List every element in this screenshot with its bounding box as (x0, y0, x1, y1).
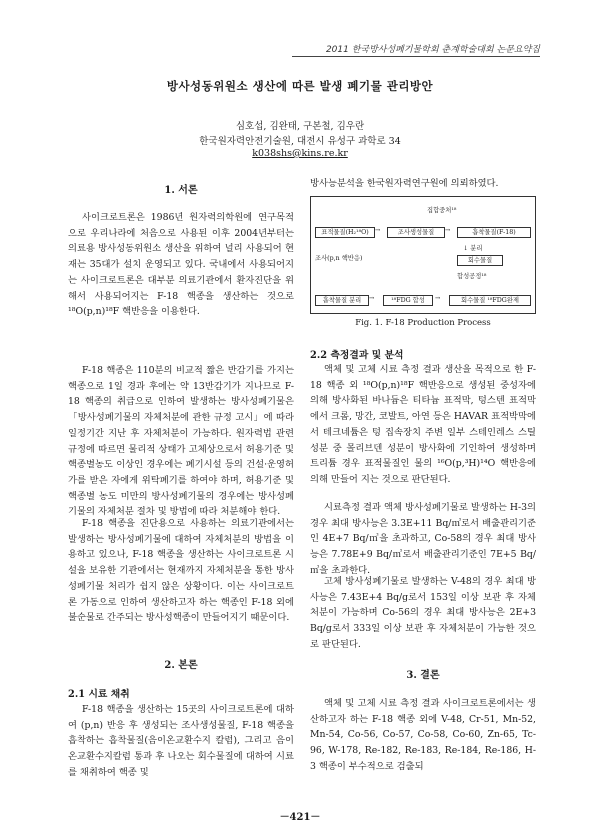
beam-label: 조사(p,n 핵반응) (315, 255, 363, 262)
header-rule (292, 56, 540, 57)
box-separation: 흡착물질 분리 (315, 295, 369, 306)
section-1-para-2: F-18 핵종은 110분의 비교적 짧은 반감기를 가지는 핵종으로 1일 경과 후에는 약 13반감기가 지나므로 F-18 핵종의 취급으로 인하여 발생하는 방사성폐기물은 「방사성폐기물의 자체처분에 관한 규정 고시」에 따라 일정기간 지난 후 자체처분이 가능하다. 원자력법 관련 규정에 따르면 물리적 상태가 고체상으로서 허용기준 및 핵종별농도 이상인 경우에는 폐기시설 등의 건설·운영허가를 받은 자에게 위탁폐기를 하여야 하며, 허용기준 및 핵종별 농도 미만의 방사성폐기물의 경우에는 방사성폐기물의 자체처분 절차 및 방법에 따라 처분해야 한다. (68, 365, 294, 518)
section-1-heading: 1. 서론 (164, 185, 198, 196)
separation-text: 분리 (470, 245, 483, 252)
paper-title: 방사성동위원소 생산에 따른 발생 폐기물 관리방안 (166, 79, 434, 93)
page-number: －421－ (279, 812, 321, 823)
right-column-continuation: 방사능분석을 한국원자력연구원에 의뢰하였다. (310, 178, 499, 189)
section-1-para-3: F-18 핵종을 진단용으로 사용하는 의료기관에서는 발생하는 방사성폐기물에 대하여 자체처분의 방법을 이용하고 있으나, F-18 핵종을 생산하는 사이크로트론 시설을 보유한 기관에서는 현재까지 자체처분을 통한 방사성폐기물 처리가 쉽지 않은 상황이다. 이는 사이크로트론 가동으로 인하여 생산하고자 하는 핵종인 F-18 외에 불순물로 간주되는 방사성핵종이 만들어지기 때문이다. (68, 518, 294, 624)
arrow-2: → (445, 227, 451, 234)
box-irradiated-material: 조사생성물질 (387, 227, 445, 238)
section-3-text: 액체 및 고체 시료 측정 결과 사이크로트론에서는 생산하고자 하는 F-18 핵종 외에 V-48, Cr-51, Mn-52, Mn-54, Co-56, Co-57, Co-58, Co-60, Zn-65, Tc-96, W-178, Re-182, Re-183, Re-184, Re-186, H-3 핵종이 부수적으로 검출되 (310, 698, 536, 772)
authors: 심호섭, 김완태, 구본철, 김우란 (235, 121, 365, 132)
box-fdg-synthesis: ¹⁸FDG 합성 (383, 295, 433, 306)
running-header: 2011 한국방사성폐기물학회 춘계학술대회 논문요약집 (325, 45, 540, 55)
down-arrow-icon: ↓ (463, 245, 471, 252)
box-target-material: 표적물질(H₂¹⁸O) (315, 227, 375, 238)
separation-label (463, 243, 482, 252)
arrow-4: → (435, 295, 441, 302)
figure-caption: Fig. 1. F-18 Production Process (355, 318, 491, 328)
subsection-2-1-text: F-18 핵종을 생산하는 15곳의 사이크로트론에 대하여 (p,n) 반응 후 생성되는 조사생성물질, F-18 핵종을 흡착하는 흡착물질(음이온교환수지 칼럼), 그리고 음이온교환수지칼럼 통과 후 나오는 회수물질에 대하여 시료를 채취하여 핵종 및 (68, 704, 294, 778)
email-link[interactable]: k038shs@kins.re.kr (252, 148, 348, 159)
arrow-1: → (375, 227, 381, 234)
diagram-top-label: 집합중처¹⁸ (427, 207, 457, 214)
arrow-3: → (369, 295, 375, 302)
box-final-product: 회수물질 ¹⁸FDG완제 (449, 295, 531, 306)
section-2-heading: 2. 본론 (164, 660, 198, 671)
section-3-heading: 3. 결론 (406, 670, 440, 681)
subsection-2-2-para-3: 고체 방사성폐기물로 발생하는 V-48의 경우 최대 방사능은 7.43E+4 Bq/g로서 153일 이상 보관 후 자체처분이 가능하며 Co-56의 경우 최대 방사능은 2E+3 Bq/g로서 333일 이상 보관 후 자체처분이 가능한 것으로 판단된다. (310, 576, 536, 650)
section-1-para-1: 사이크로트론은 1986년 원자력의학원에 연구목적으로 우리나라에 처음으로 사용된 이후 2004년부터는 의료용 방사성동위원소 생산을 위하여 널리 사용되어 현재는 35대가 설치 운영되고 있다. 국내에서 사용되어지는 사이크로트론은 대부분 의료기관에서 환자진단을 위해서 사용되어지는 F-18 핵종을 생산하는 것으로 ¹⁸O(p,n)¹⁸F 핵반응을 이용한다. (68, 212, 294, 318)
subsection-2-2-para-1: 액체 및 고체 시료 측정 결과 생산을 목적으로 한 F-18 핵종 외 ¹⁸O(p,n)¹⁸F 핵반응으로 생성된 중성자에 의해 방사화된 바나듐은 티타늄 표적막, 텅스텐 표적막에서 크롬, 망간, 코발트, 아연 등은 HAVAR 표적박막에서 테크네튬은 텅 집속장치 주변 일부 스테인레스 스틸 성분 중 몰리브덴 성분이 방사화에 기인하여 생성하며 트리튬 경우 표적물질인 물의 ¹⁶O(p,³H)¹⁴O 핵반응에 의해 만들어 지는 것으로 판단된다. (310, 364, 536, 485)
subsection-2-2-heading: 2.2 측정결과 및 분석 (310, 350, 404, 361)
email[interactable] (0, 148, 600, 159)
box-adsorbing-material: 흡착물질(F-18) (457, 227, 531, 238)
subsection-2-2-para-2: 시료측정 결과 액체 방사성폐기물로 발생하는 H-3의 경우 최대 방사능은 3.3E+11 Bq/㎥로서 배출관리기준인 4E+7 Bq/㎥을 초과하고, Co-58의 경우 최대 방사능은 7.78E+9 Bq/㎥로서 배출관리기준인 7E+5 Bq/㎥을 초과한다. (310, 502, 536, 576)
box-recovered-material: 회수물질 (457, 255, 503, 266)
subsection-2-1-heading: 2.1 시료 채취 (68, 689, 130, 700)
f18-process-diagram (310, 196, 536, 314)
synthesis-label: 합성공정¹⁸ (457, 273, 487, 280)
affiliation: 한국원자력안전기술원, 대전시 유성구 과학로 34 (199, 136, 401, 147)
